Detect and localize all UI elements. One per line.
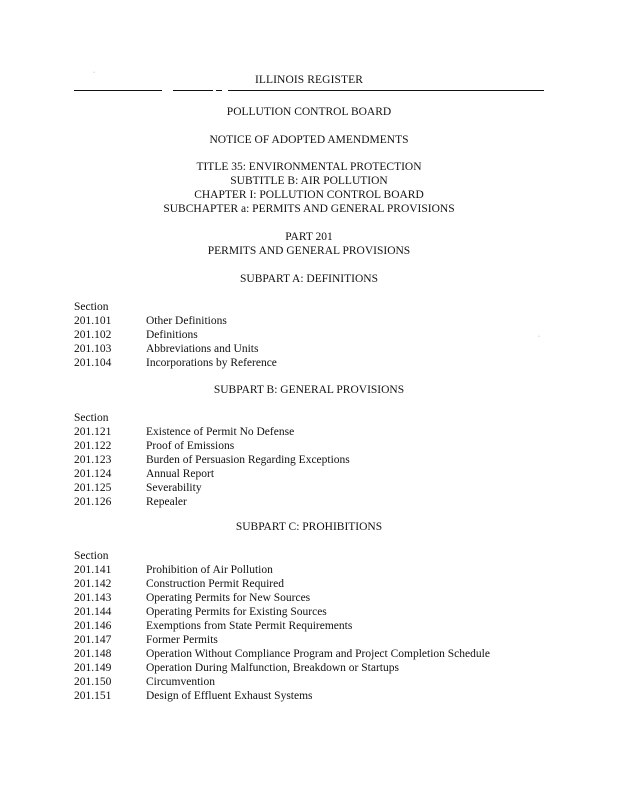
section-number: 201.148	[74, 648, 112, 660]
section-number: 201.146	[74, 620, 112, 632]
subpart-heading: SUBPART C: PROHIBITIONS	[235, 521, 383, 533]
section-title: Burden of Persuasion Regarding Exceptions	[146, 454, 350, 466]
section-number: 201.102	[74, 329, 112, 341]
section-title: Exemptions from State Permit Requirements	[146, 620, 353, 632]
section-number: 201.103	[74, 343, 112, 355]
chapter-line: CHAPTER I: POLLUTION CONTROL BOARD	[194, 189, 424, 201]
agency-name: POLLUTION CONTROL BOARD	[226, 106, 392, 118]
section-title: Other Definitions	[146, 315, 227, 327]
section-row	[0, 689, 618, 703]
scan-speck: ·	[538, 334, 540, 340]
section-title: Prohibition of Air Pollution	[146, 564, 273, 576]
section-number: 201.144	[74, 606, 112, 618]
section-row	[0, 605, 618, 619]
section-label: Section	[74, 412, 109, 424]
section-number: 201.141	[74, 564, 112, 576]
section-title: Definitions	[146, 329, 198, 341]
header-rule	[173, 90, 213, 91]
section-row	[0, 481, 618, 495]
section-row	[0, 439, 618, 453]
part-title: PERMITS AND GENERAL PROVISIONS	[207, 245, 411, 257]
section-row	[0, 314, 618, 328]
section-title: Operating Permits for Existing Sources	[146, 606, 327, 618]
section-label: Section	[74, 301, 109, 313]
subchapter-line: SUBCHAPTER a: PERMITS AND GENERAL PROVISIONS	[163, 203, 455, 215]
section-number: 201.151	[74, 690, 112, 702]
header-rule	[74, 90, 162, 91]
section-title: Annual Report	[146, 468, 215, 480]
header-rule	[228, 90, 544, 91]
section-title: Operation Without Compliance Program and Project Completion Schedule	[146, 648, 490, 660]
section-title: Design of Effluent Exhaust Systems	[146, 690, 313, 702]
section-title: Abbreviations and Units	[146, 343, 259, 355]
section-title: Operating Permits for New Sources	[146, 592, 311, 604]
section-row	[0, 425, 618, 439]
section-number: 201.125	[74, 482, 112, 494]
section-number: 201.122	[74, 440, 112, 452]
section-row	[0, 633, 618, 647]
section-title: Existence of Permit No Defense	[146, 426, 295, 438]
section-row	[0, 328, 618, 342]
header-rule	[216, 90, 222, 91]
section-row	[0, 356, 618, 370]
subpart-heading: SUBPART B: GENERAL PROVISIONS	[213, 384, 405, 396]
section-number: 201.150	[74, 676, 112, 688]
section-row	[0, 495, 618, 509]
section-row	[0, 591, 618, 605]
section-number: 201.147	[74, 634, 112, 646]
section-number: 201.123	[74, 454, 112, 466]
section-number: 201.121	[74, 426, 112, 438]
section-row	[0, 619, 618, 633]
section-title: Construction Permit Required	[146, 578, 284, 590]
section-label: Section	[74, 550, 109, 562]
section-title: Proof of Emissions	[146, 440, 235, 452]
section-row	[0, 467, 618, 481]
section-title: Former Permits	[146, 634, 218, 646]
section-row	[0, 563, 618, 577]
section-number: 201.124	[74, 468, 112, 480]
section-title: Repealer	[146, 496, 187, 508]
section-number: 201.101	[74, 315, 112, 327]
section-title: Incorporations by Reference	[146, 357, 277, 369]
section-number: 201.126	[74, 496, 112, 508]
section-row	[0, 647, 618, 661]
scan-speck: ·	[93, 70, 95, 76]
subpart-heading: SUBPART A: DEFINITIONS	[240, 273, 378, 285]
section-number: 201.149	[74, 662, 112, 674]
section-title: Circumvention	[146, 676, 215, 688]
subtitle-line: SUBTITLE B: AIR POLLUTION	[230, 175, 388, 187]
section-title: Operation During Malfunction, Breakdown or Startups	[146, 662, 399, 674]
section-row	[0, 453, 618, 467]
section-row	[0, 661, 618, 675]
section-row	[0, 577, 618, 591]
section-number: 201.104	[74, 357, 112, 369]
title-line: TITLE 35: ENVIRONMENTAL PROTECTION	[196, 161, 422, 173]
section-number: 201.143	[74, 592, 112, 604]
notice-title: NOTICE OF ADOPTED AMENDMENTS	[209, 134, 409, 146]
section-row	[0, 675, 618, 689]
register-title: ILLINOIS REGISTER	[254, 74, 364, 86]
part-number: PART 201	[285, 231, 333, 243]
section-row	[0, 342, 618, 356]
section-number: 201.142	[74, 578, 112, 590]
section-title: Severability	[146, 482, 202, 494]
